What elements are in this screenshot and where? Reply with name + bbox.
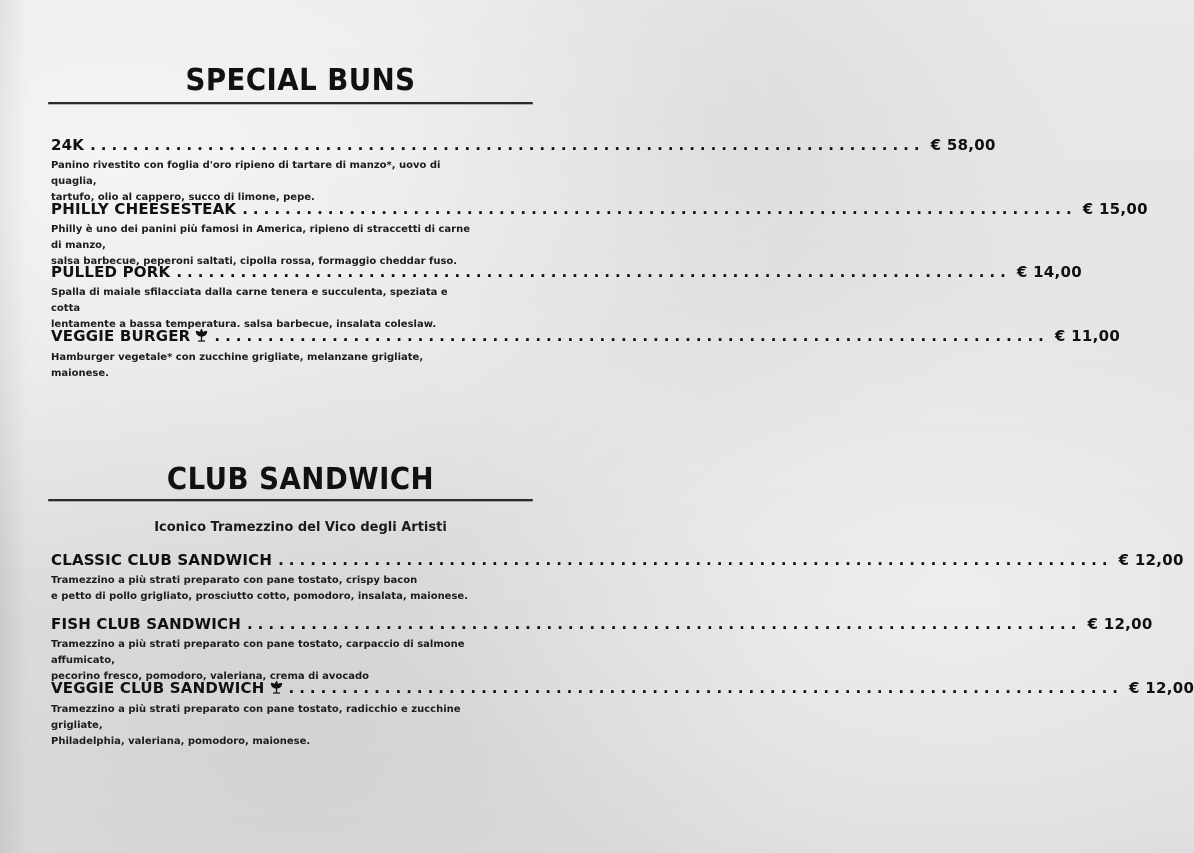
dot-leader: ..............................................................................: [176, 263, 1011, 281]
item-name: CLASSIC CLUB SANDWICH: [51, 551, 273, 569]
dot-leader: ..............................................................................: [288, 679, 1123, 697]
item-name: PULLED PORK: [51, 263, 171, 281]
item-price: € 12,00: [1118, 551, 1184, 569]
item-price: € 12,00: [1087, 615, 1153, 633]
item-name: VEGGIE BURGER: [51, 327, 208, 346]
item-description: Tramezzino a più strati preparato con pane tostato, radicchio e zucchine grigliate, Philadelphia, valeriana, pomodoro, maionese.: [51, 704, 461, 747]
item-description: Tramezzino a più strati preparato con pane tostato, crispy bacon e petto di pollo grigliato, prosciutto cotto, pomodoro, insalata, maionese.: [51, 575, 468, 602]
section-subtitle: Iconico Tramezzino del Vico degli Artisti: [154, 520, 447, 535]
item-name: 24K: [51, 136, 85, 154]
item-price: € 11,00: [1054, 327, 1121, 345]
dot-leader: ..............................................................................: [246, 615, 1082, 633]
leaf-icon: [195, 328, 208, 346]
menu-item-veggie-burger: [51, 327, 1121, 382]
item-name: PHILLY CHEESESTEAK: [51, 200, 237, 218]
dot-leader: ..............................................................................: [278, 551, 1113, 569]
item-description: Philly è uno dei panini più famosi in America, ripieno di straccetti di carne di manzo, salsa barbecue, peperoni saltati, cipolla rossa, formaggio cheddar fuso.: [51, 224, 470, 267]
item-price: € 58,00: [930, 136, 996, 154]
item-price: € 14,00: [1016, 263, 1083, 281]
dot-leader: ..............................................................................: [90, 136, 925, 154]
menu-item-24k: [51, 136, 996, 206]
dot-leader: ..............................................................................: [214, 327, 1049, 345]
menu-item-pulled-pork: [51, 263, 1083, 333]
section-title-club-sandwich: CLUB SANDWICH: [166, 462, 435, 497]
menu-item-fish-club-sandwich: [51, 615, 1153, 685]
menu-item-philly-cheesesteak: [51, 200, 1148, 270]
item-name: VEGGIE CLUB SANDWICH: [51, 679, 283, 698]
item-description: Panino rivestito con foglia d'oro ripieno di tartare di manzo*, uovo di quaglia, tartufo, olio al cappero, succo di limone, pepe.: [51, 160, 441, 203]
item-price: € 15,00: [1082, 200, 1148, 218]
section-divider: [48, 499, 533, 501]
section-title-special-buns: SPECIAL BUNS: [185, 63, 416, 98]
leaf-icon: [270, 680, 283, 698]
menu-item-classic-club-sandwich: [51, 551, 1184, 605]
menu-item-veggie-club-sandwich: [51, 679, 1194, 750]
item-name: FISH CLUB SANDWICH: [51, 615, 241, 633]
item-description: Spalla di maiale sfilacciata dalla carne tenera e succulenta, speziata e cotta lentamente a bassa temperatura. salsa barbecue, insalata coleslaw.: [51, 287, 448, 330]
item-description: Hamburger vegetale* con zucchine grigliate, melanzane grigliate, maionese.: [51, 352, 424, 379]
item-description: Tramezzino a più strati preparato con pane tostato, carpaccio di salmone affumicato, pecorino fresco, pomodoro, valeriana, crema di avocado: [51, 639, 465, 682]
section-divider: [48, 102, 533, 104]
dot-leader: ..............................................................................: [242, 200, 1077, 218]
item-price: € 12,00: [1128, 679, 1194, 697]
